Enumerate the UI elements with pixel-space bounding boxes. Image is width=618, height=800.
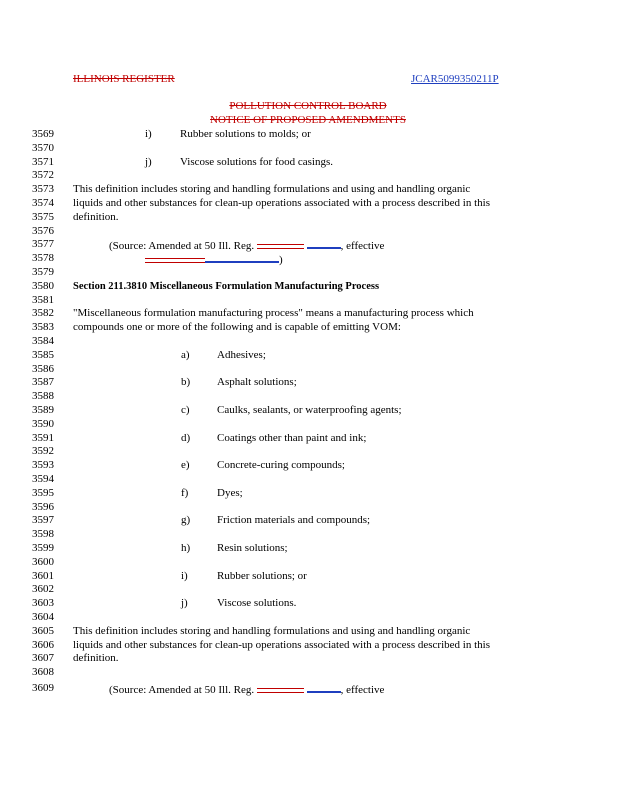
line-number: 3597 xyxy=(32,514,54,527)
line-number: 3604 xyxy=(32,611,54,623)
line-3599 xyxy=(0,542,618,556)
line-number: 3607 xyxy=(32,652,54,665)
source-note: (Source: Amended at 50 Ill. Reg. xyxy=(109,684,257,696)
paragraph-text: liquids and other substances for clean-up operations associated with a process described in this xyxy=(73,197,490,209)
line-number: 3590 xyxy=(32,417,54,430)
line-3588 xyxy=(0,390,618,404)
paragraph-text: "Miscellaneous formulation manufacturing process" means a manufacturing process which xyxy=(73,307,474,320)
line-number: 3594 xyxy=(32,473,54,485)
line-3604 xyxy=(0,611,618,625)
line-3589 xyxy=(0,404,618,418)
closing-paren: ) xyxy=(279,254,283,267)
list-label: c) xyxy=(181,404,190,416)
source-effective: , effective xyxy=(340,684,385,696)
line-3571 xyxy=(0,156,618,170)
line-number: 3609 xyxy=(32,682,54,694)
line-number: 3583 xyxy=(32,321,54,334)
source-note: (Source: Amended at 50 Ill. Reg. xyxy=(109,240,257,253)
line-3591 xyxy=(0,432,618,446)
line-3601 xyxy=(0,570,618,584)
line-3592 xyxy=(0,445,618,459)
line-3580 xyxy=(0,280,618,294)
line-3579 xyxy=(0,266,618,280)
line-3574 xyxy=(0,197,618,211)
line-number: 3605 xyxy=(32,624,54,637)
register-title: ILLINOIS REGISTER xyxy=(73,73,175,85)
line-number: 3601 xyxy=(32,569,54,582)
list-label: g) xyxy=(181,514,191,527)
line-3602 xyxy=(0,583,618,597)
line-number: 3599 xyxy=(32,542,54,554)
list-item-text: Viscose solutions for food casings. xyxy=(180,155,334,168)
line-3603 xyxy=(0,597,618,611)
line-number: 3573 xyxy=(32,183,54,196)
line-3597 xyxy=(0,514,618,528)
line-3573 xyxy=(0,183,618,197)
line-number: 3575 xyxy=(32,210,54,223)
list-label: d) xyxy=(181,431,191,444)
line-number: 3588 xyxy=(32,390,54,403)
document-id: JCAR5099350211P xyxy=(411,73,499,85)
line-number: 3574 xyxy=(32,197,54,209)
board-title: POLLUTION CONTROL BOARD xyxy=(229,100,387,112)
section-heading: Section 211.3810 Miscellaneous Formulation Manufacturing Process xyxy=(73,280,380,292)
line-3576 xyxy=(0,225,618,239)
line-number: 3596 xyxy=(32,500,54,513)
line-number: 3606 xyxy=(32,638,54,651)
line-number: 3589 xyxy=(32,404,54,416)
list-item-text: Dyes; xyxy=(217,486,243,499)
line-number: 3587 xyxy=(32,376,54,389)
line-3584 xyxy=(0,335,618,349)
list-label: b) xyxy=(181,376,191,389)
line-3572 xyxy=(0,169,618,183)
line-3608 xyxy=(0,666,618,680)
line-number: 3584 xyxy=(32,335,54,347)
line-number: 3592 xyxy=(32,445,54,458)
line-3587 xyxy=(0,376,618,390)
inserted-blank xyxy=(307,238,341,249)
line-3593 xyxy=(0,459,618,473)
line-3570 xyxy=(0,142,618,156)
paragraph-text: This definition includes storing and handling formulations and using and handling organic xyxy=(73,183,471,196)
line-number: 3578 xyxy=(32,252,54,265)
line-number: 3598 xyxy=(32,528,54,541)
line-3583 xyxy=(0,321,618,335)
list-label: i) xyxy=(145,128,152,140)
line-number: 3569 xyxy=(32,128,54,140)
line-3569 xyxy=(0,128,618,142)
line-3605 xyxy=(0,625,618,639)
paragraph-text: definition. xyxy=(73,652,119,665)
source-effective: , effective xyxy=(340,240,385,253)
list-label: i) xyxy=(181,569,188,582)
paragraph-text: compounds one or more of the following and is capable of emitting VOM: xyxy=(73,321,401,334)
line-number: 3577 xyxy=(32,238,54,251)
line-number: 3570 xyxy=(32,141,54,154)
line-number: 3571 xyxy=(32,155,54,168)
line-number: 3581 xyxy=(32,293,54,306)
line-number: 3580 xyxy=(32,279,54,292)
notice-title: NOTICE OF PROPOSED AMENDMENTS xyxy=(210,114,406,126)
line-3606 xyxy=(0,639,618,653)
list-label: j) xyxy=(145,155,152,168)
paragraph-text: liquids and other substances for clean-up operations associated with a process described in this xyxy=(73,638,490,651)
line-3585 xyxy=(0,349,618,363)
line-3577 xyxy=(0,238,618,252)
line-number: 3608 xyxy=(32,666,54,679)
list-item-text: Caulks, sealants, or waterproofing agents; xyxy=(217,404,402,416)
line-number: 3579 xyxy=(32,266,54,278)
line-number: 3586 xyxy=(32,362,54,375)
list-label: e) xyxy=(181,459,190,472)
line-3600 xyxy=(0,556,618,570)
line-3596 xyxy=(0,501,618,515)
deleted-blank xyxy=(145,253,205,263)
line-3586 xyxy=(0,363,618,377)
line-number: 3593 xyxy=(32,459,54,472)
line-3595 xyxy=(0,487,618,501)
list-item-text: Adhesives; xyxy=(217,348,266,361)
line-3598 xyxy=(0,528,618,542)
list-label: f) xyxy=(181,486,189,499)
line-3578 xyxy=(0,252,618,266)
line-number: 3591 xyxy=(32,431,54,444)
line-number: 3585 xyxy=(32,348,54,361)
inserted-blank xyxy=(307,682,341,693)
inserted-blank xyxy=(205,252,279,263)
list-item-text: Resin solutions; xyxy=(217,542,288,554)
line-3575 xyxy=(0,211,618,225)
line-number: 3595 xyxy=(32,486,54,499)
line-number: 3603 xyxy=(32,597,54,610)
line-number: 3600 xyxy=(32,555,54,568)
line-3581 xyxy=(0,294,618,308)
line-number: 3572 xyxy=(32,169,54,182)
line-3582 xyxy=(0,307,618,321)
deleted-blank xyxy=(257,683,304,693)
list-item-text: Concrete-curing compounds; xyxy=(217,459,345,472)
line-number: 3576 xyxy=(32,224,54,237)
list-label: h) xyxy=(181,542,191,554)
list-item-text: Friction materials and compounds; xyxy=(217,514,371,527)
line-3607 xyxy=(0,652,618,666)
list-item-text: Coatings other than paint and ink; xyxy=(217,431,367,444)
line-3594 xyxy=(0,473,618,487)
line-3609 xyxy=(0,682,618,696)
deleted-blank xyxy=(257,239,304,249)
list-item-text: Rubber solutions; or xyxy=(217,569,307,582)
line-number: 3602 xyxy=(32,583,54,596)
list-item-text: Asphalt solutions; xyxy=(217,376,297,389)
paragraph-text: This definition includes storing and handling formulations and using and handling organic xyxy=(73,624,471,637)
list-label: j) xyxy=(181,597,188,610)
paragraph-text: definition. xyxy=(73,210,119,223)
list-label: a) xyxy=(181,348,190,361)
list-item-text: Rubber solutions to molds; or xyxy=(180,128,311,140)
line-3590 xyxy=(0,418,618,432)
line-number: 3582 xyxy=(32,307,54,320)
list-item-text: Viscose solutions. xyxy=(217,597,297,610)
